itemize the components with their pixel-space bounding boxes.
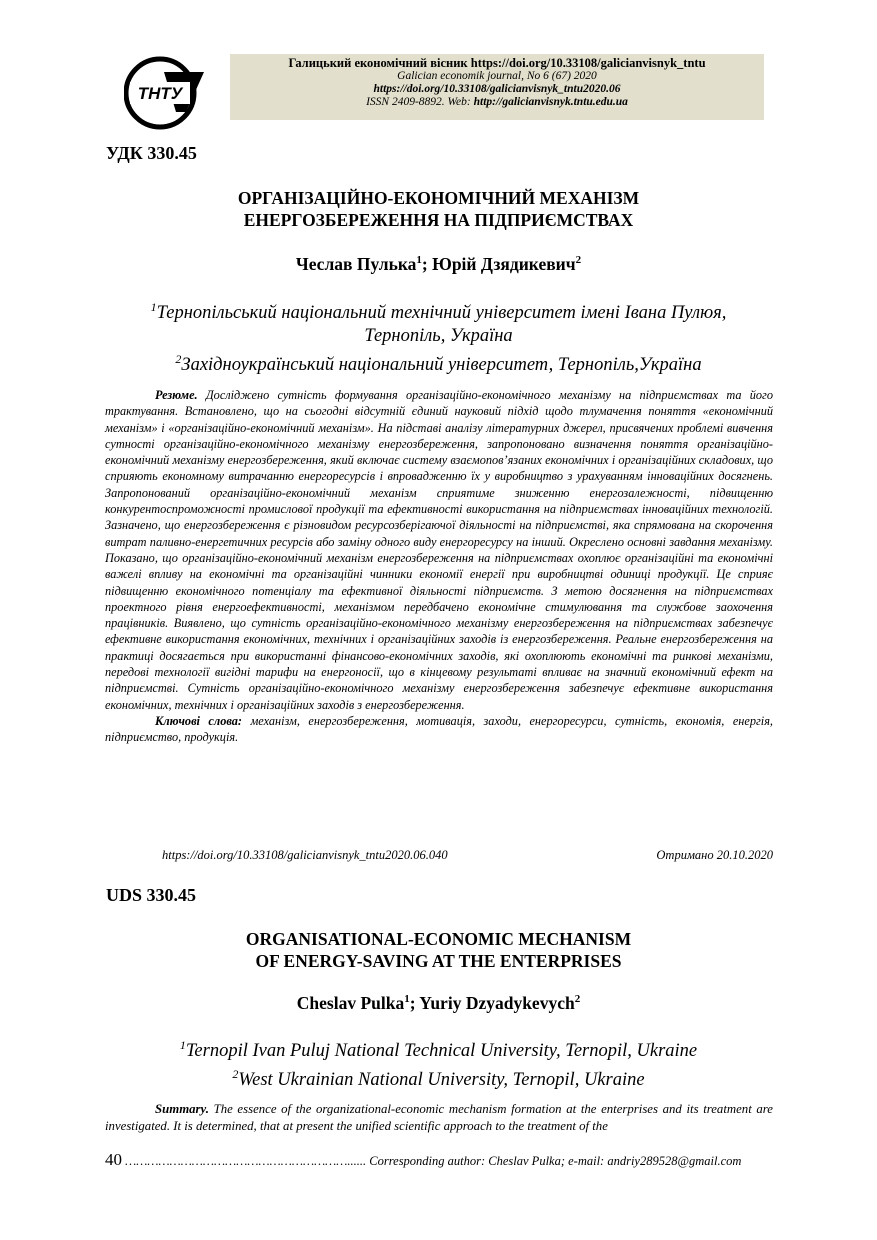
doi-received-row xyxy=(162,848,773,863)
eng-affiliations xyxy=(100,1034,777,1092)
eng-author2: Yuriy Dzyadykevych xyxy=(419,993,575,1013)
eng-author1-sup: 1 xyxy=(404,993,410,1006)
eng-title xyxy=(100,928,777,972)
journal-header-line1: Галицький економічний вісник https://doi.org/10.33108/galicianvisnyk_tntu xyxy=(288,56,706,70)
issn-text: ISSN 2409-8892. Web: xyxy=(366,96,474,108)
journal-header xyxy=(230,54,764,120)
ukr-keywords-text: механізм, енергозбереження, мотивація, заходи, енергоресурси, сутність, економія, енергія, підприємство, продукція. xyxy=(105,713,773,745)
eng-affil2-text: West Ukrainian National University, Ternopil, Ukraine xyxy=(238,1070,645,1091)
corresponding-author: Corresponding author: Cheslav Pulka; e-mail: andriy289528@gmail.com xyxy=(366,1154,742,1168)
eng-summary-label: Summary. xyxy=(155,1102,209,1116)
page-footer xyxy=(105,1150,775,1170)
ukr-keywords xyxy=(105,713,773,746)
eng-affil1-text: Ternopil Ivan Puluj National Technical University, Ternopil, Ukraine xyxy=(185,1041,698,1062)
eng-summary-paragraph xyxy=(105,1101,773,1135)
ukr-affil1-line2: Тернопіль, Україна xyxy=(364,326,513,347)
ukr-affil2-text: Західноукраїнський національний університет, Тернопіль,Україна xyxy=(181,355,702,376)
ukr-author2: Юрій Дзядикевич xyxy=(432,254,576,274)
ukr-affil1-line1: Тернопільський національний технічний університет імені Івана Пулюя, xyxy=(156,303,727,324)
ukr-keywords-label: Ключові слова: xyxy=(155,713,242,728)
journal-header-doi[interactable]: https://doi.org/10.33108/galicianvisnyk_tntu2020.06 xyxy=(373,83,621,95)
ukr-affil1-sup: 1 xyxy=(150,300,157,314)
eng-summary xyxy=(105,1101,773,1135)
udk-code: УДК 330.45 xyxy=(106,143,197,163)
footer-dots: ……………………………………………………...... xyxy=(122,1154,367,1168)
eng-title-line1: ORGANISATIONAL-ECONOMIC MECHANISM xyxy=(245,929,632,949)
logo-text: ТНТУ xyxy=(137,84,183,103)
journal-header-line2: Galician economik journal, No 6 (67) 2020 xyxy=(397,70,597,82)
eng-affil2-sup: 2 xyxy=(232,1067,239,1082)
ukr-affiliations xyxy=(100,296,777,377)
eng-affil2 xyxy=(100,1063,777,1092)
eng-authors xyxy=(100,993,777,1014)
journal-website-link[interactable]: http://galicianvisnyk.tntu.edu.ua xyxy=(473,96,628,108)
ukr-title xyxy=(100,187,777,231)
eng-author2-sup: 2 xyxy=(574,993,581,1006)
article-doi-link[interactable]: https://doi.org/10.33108/galicianvisnyk_tntu2020.06.040 xyxy=(162,848,448,862)
page-number: 40 xyxy=(105,1150,122,1169)
ukr-title-line1: ОРГАНІЗАЦІЙНО-ЕКОНОМІЧНИЙ МЕХАНІЗМ xyxy=(237,188,640,208)
ukr-abstract xyxy=(105,387,773,746)
journal-header-issn xyxy=(230,96,764,109)
ukr-abstract-label: Резюме. xyxy=(155,388,198,402)
eng-author1: Cheslav Pulka xyxy=(296,993,405,1013)
uds-code: UDS 330.45 xyxy=(106,885,197,905)
ukr-affil1 xyxy=(100,296,777,325)
ukr-authors xyxy=(100,254,777,275)
ukr-abstract-paragraph xyxy=(105,387,773,713)
ukr-title-line2: ЕНЕРГОЗБЕРЕЖЕННЯ НА ПІДПРИЄМСТВАХ xyxy=(243,210,634,230)
eng-summary-text: The essence of the organizational-economic mechanism formation at the enterprises and its treatment are investigated. It is determined, that at present the unified scientific approach to the treatment of the xyxy=(105,1102,773,1133)
ukr-affil2 xyxy=(100,348,777,377)
ukr-author1-sup: 1 xyxy=(416,254,422,267)
ukr-abstract-text: Досліджено сутність формування організаційно-економічного механізму на підприємствах та його трактування. Встановлено, що на сьогодні відсутній єдиний науковий підхід щодо тлумачення поняття «економічний механізм» і «організаційно-економічний механізм». На підставі аналізу літературних джерел, присвячених проблемі вивчення сутності організаційно-економічного механізму енергозбереження, запропоновано визначення поняття організаційно-економічний механізму енергозбереження, який включає систему взаємопов’язаних економічних і організаційних складових, що сприяють економному витрачанню енергоресурсів і впровадженню їх у виробництво з урахуванням інноваційних досягнень. Запропонований організаційно-економічний механізм сприятиме зниженню енергозалежності, підвищенню конкурентоспроможності промислової продукції та ефективності використання на підприємствах інноваційних технологій. Зазначено, що енергозбереження є різновидом ресурсозберігаючої діяльності на підприємстві, яка спрямована на скорочення витрат паливно-енергетичних ресурсів або заміну одного виду енергоресурсу на інший. Окреслено основні завдання механізму. Показано, що організаційно-економічний механізм енергозбереження на підприємствах охоплює організаційні та економічні важелі впливу на економічні та організаційні чинники економії енергії при виробництві одиниці продукції. Це сприяє підвищенню економічного потенціалу та ефективної діяльності підприємств. З метою досягнення на підприємствах проектного рівня енергоефективності, механізмом передбачено економічне стимулювання та службове заохочення працівників. Виявлено, що сутність організаційно-економічного механізму енергозбереження на підприємствах забезпечує ефективне використання економічних, технічних і організаційних заходів із енергозбереження. Реальне енергозбереження на практиці досягається при використанні фінансово-економічних заходів, які охоплюють економічні та ринкові механізми, передові технології вигідні тарифи на енергоносії, що в кінцевому результаті впливає на значний економічний ефект на підприємстві. Сутність організаційно-економічного механізму енергозбереження забезпечує ефективне використання економічних, технічних і організаційних заходів з енергозбереження. xyxy=(105,388,773,712)
journal-logo xyxy=(124,52,206,134)
ukr-author1: Чеслав Пулька xyxy=(295,254,417,274)
eng-affil1 xyxy=(100,1034,777,1063)
ukr-affil2-sup: 2 xyxy=(175,352,182,367)
ukr-author-sep: ; xyxy=(421,254,433,274)
eng-affil1-sup: 1 xyxy=(179,1038,186,1052)
eng-title-line2: OF ENERGY-SAVING AT THE ENTERPRISES xyxy=(255,951,622,971)
ukr-author2-sup: 2 xyxy=(575,254,582,267)
eng-author-sep: ; xyxy=(409,993,420,1013)
received-date: Отримано 20.10.2020 xyxy=(656,848,773,862)
